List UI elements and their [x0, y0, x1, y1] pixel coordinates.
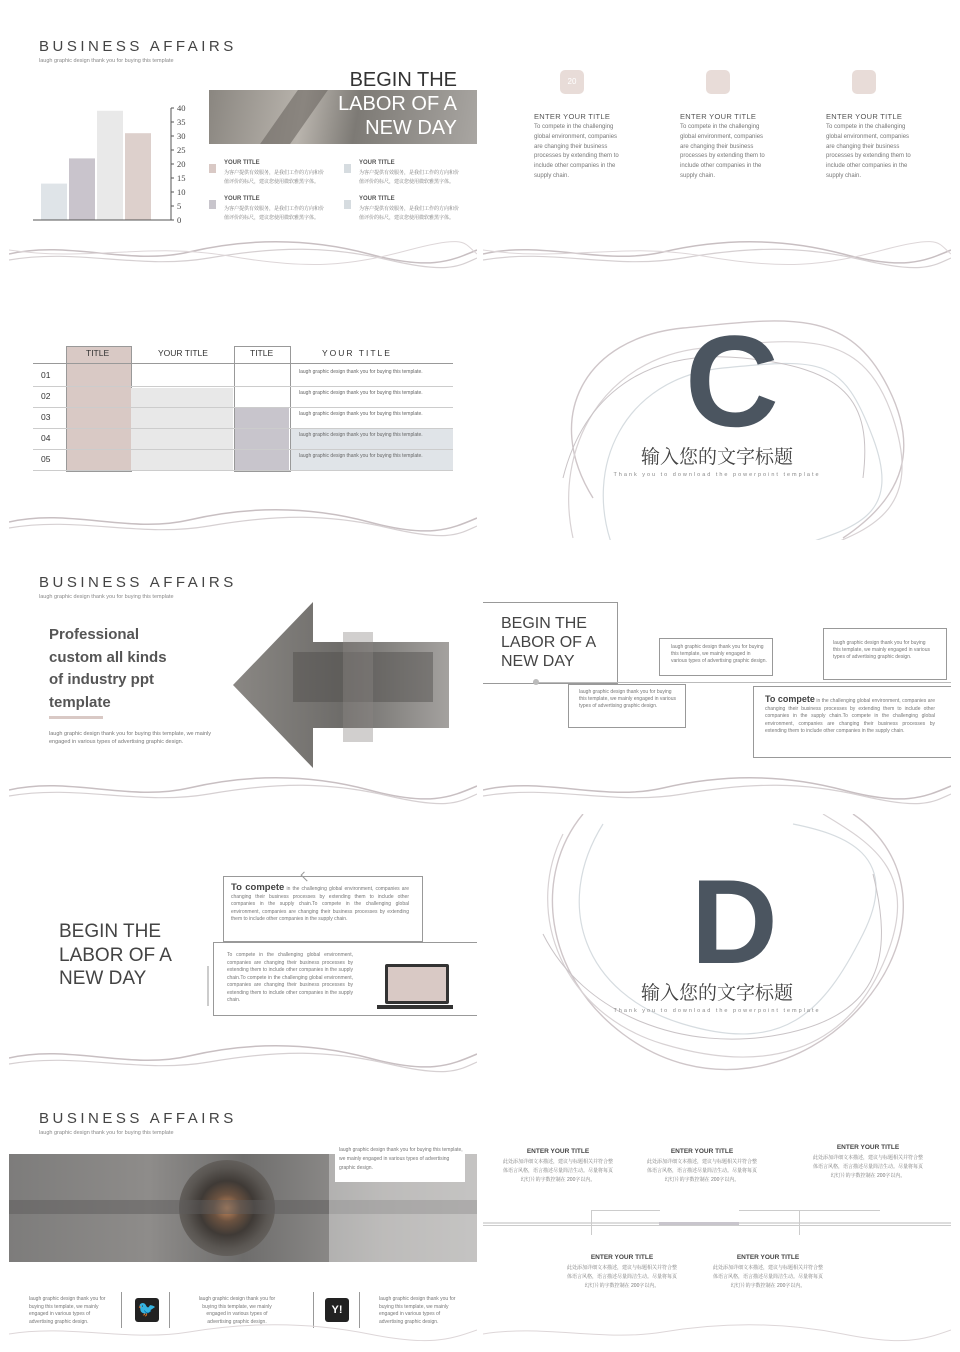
- wave-decoration: [9, 232, 477, 272]
- chart-bar: [41, 184, 67, 220]
- item-marker: [344, 164, 351, 173]
- slide-3: [9, 278, 477, 540]
- item-text: 为客户提供有效服务，是我们工作的方向和价值评价的标尺，建议您使用微软雅黑字体。: [224, 206, 325, 221]
- bottom-text: laugh graphic design thank you for buying this template, we mainly engaged in various types of advertising graphic design.: [29, 1296, 106, 1325]
- calendar-icon: 20: [560, 70, 584, 94]
- item-text: 此处添加详细文本描述，建议与标题相关并符合整体语言风格，语言描述尽量简洁生动。尽量将每页幻灯片的字数控制在 200字以内。: [503, 1159, 614, 1183]
- col-header: TITLE: [250, 348, 274, 358]
- compete-block: [765, 696, 935, 736]
- row-text: laugh graphic design thank you for buying this template.: [299, 432, 423, 438]
- slide-title: 输入您的文字标题: [640, 983, 793, 1004]
- headline-line: NEW DAY: [501, 653, 575, 670]
- headline-line: custom all kinds: [49, 648, 167, 666]
- headline-line: Professional: [49, 626, 140, 643]
- compete-bold: To compete: [765, 694, 815, 704]
- headline-line: BEGIN THE: [59, 921, 162, 942]
- row-text: laugh graphic design thank you for buying this template.: [299, 390, 423, 396]
- wave-decoration: [483, 1304, 951, 1344]
- item-text: 为客户提供有效服务，是我们工作的方向和价值评价的标尺，建议您使用微软雅黑字体。: [359, 170, 460, 185]
- headline-line: LABOR OF A: [59, 944, 172, 966]
- headline: [59, 920, 172, 991]
- slide-subtitle: Thank you to download the powerpoint template: [613, 472, 821, 478]
- column-text: To compete in the challenging global environment, companies are changing their business processes by extending them to include other companies in the supply chain.: [680, 124, 765, 179]
- wave-decoration: [483, 232, 951, 272]
- row-divider: [33, 386, 453, 387]
- y-tick-label: 10: [177, 187, 186, 197]
- slide-1: [9, 10, 477, 272]
- y-tick-label: 20: [177, 159, 186, 169]
- caption-text: laugh graphic design thank you for buying this template, we mainly engaged in various types of advertising graphic design.: [339, 1147, 463, 1171]
- slide-10: [483, 1082, 951, 1344]
- item-title: YOUR TITLE: [359, 160, 395, 166]
- row-number: 03: [41, 412, 51, 422]
- yahoo-icon: Y!: [325, 1298, 349, 1322]
- row-number: 04: [41, 433, 51, 443]
- header-subtitle: laugh graphic design thank you for buying this template: [39, 58, 174, 64]
- item-marker: [209, 200, 216, 209]
- slide-5: [9, 546, 477, 808]
- item-title: ENTER YOUR TITLE: [736, 1254, 800, 1261]
- col-header: YOUR TITLE: [322, 348, 392, 358]
- item-text: 为客户提供有效服务，是我们工作的方向和价值评价的标尺，建议您使用微软雅黑字体。: [224, 170, 325, 185]
- compete-block: [231, 884, 409, 924]
- row-text: laugh graphic design thank you for buying this template.: [299, 453, 423, 459]
- y-tick-label: 40: [177, 103, 186, 113]
- laptop-icon: [377, 964, 453, 1009]
- header-title: BUSINESS AFFAIRS: [39, 38, 237, 55]
- item-text: 此处添加详细文本描述，建议与标题相关并符合整体语言风格，语言描述尽量简洁生动。尽量将每页幻灯片的字数控制在 200字以内。: [567, 1265, 678, 1289]
- row-divider: [33, 449, 453, 450]
- headline-line: NEW DAY: [365, 117, 457, 139]
- item-text: 此处添加详细文本描述，建议与标题相关并符合整体语言风格，语言描述尽量简洁生动。尽量将每页幻灯片的字数控制在 200字以内。: [647, 1159, 758, 1183]
- headline: [338, 68, 457, 140]
- item-title: ENTER YOUR TITLE: [670, 1148, 734, 1155]
- slide-2: [483, 10, 951, 272]
- item-title: ENTER YOUR TITLE: [590, 1254, 654, 1261]
- slide-subtitle: Thank you to download the powerpoint template: [613, 1008, 821, 1014]
- headline-line: NEW DAY: [59, 968, 147, 989]
- item-title: YOUR TITLE: [224, 196, 260, 202]
- y-tick-label: 25: [177, 145, 186, 155]
- y-tick-label: 35: [177, 117, 186, 127]
- item-marker: [209, 164, 216, 173]
- bottom-text: laugh graphic design thank you for buying this template, we mainly engaged in various types of advertising graphic design.: [198, 1296, 276, 1325]
- item-text: 此处添加详细文本描述，建议与标题相关并符合整体语言风格，语言描述尽量简洁生动。尽量将每页幻灯片的字数控制在 200字以内。: [813, 1155, 924, 1179]
- row-divider: [33, 407, 453, 408]
- chart-bar: [69, 158, 95, 220]
- compete-text: in the challenging global environment, companies are changing their business processes by extending them to include other companies in the supply chain.To compete in the challenging global environment, companies are changing their business processes by extending them to include other companies in the supply chain.: [765, 698, 935, 734]
- item-marker: [344, 200, 351, 209]
- y-tick-label: 15: [177, 173, 186, 183]
- slide-7: [9, 814, 477, 1076]
- headline-line: BEGIN THE: [349, 69, 457, 91]
- column-title: ENTER YOUR TITLE: [680, 112, 757, 121]
- y-tick-label: 0: [177, 215, 182, 225]
- pie-icon: [852, 70, 876, 94]
- row-number: 05: [41, 454, 51, 464]
- wave-decoration: [9, 768, 477, 808]
- bottom-text: laugh graphic design thank you for buying this template, we mainly engaged in various types of advertising graphic design.: [379, 1296, 456, 1325]
- column-text: To compete in the challenging global environment, companies are changing their business processes by extending them to include other companies in the supply chain.: [826, 124, 911, 179]
- headline: [49, 624, 167, 714]
- slide-title: 输入您的文字标题: [640, 447, 793, 468]
- compete-text: in the challenging global environment, companies are changing their business processes by extending them to include other companies in the supply chain.To compete in the challenging global environment, companies are changing their business processes by extending them to include other companies in the supply chain.: [231, 886, 409, 922]
- headline-line: BEGIN THE: [501, 615, 587, 632]
- slide-8: [483, 814, 951, 1076]
- row-text: laugh graphic design thank you for buying this template.: [299, 411, 423, 417]
- box-text: To compete in the challenging global environment, companies are changing their business processes by extending them to include other companies in the supply chain.To compete in the challenging global environment, companies are changing their business processes by extending them to include other companies in the supply chain.: [227, 952, 353, 1003]
- header-title: BUSINESS AFFAIRS: [39, 1110, 237, 1127]
- item-title: YOUR TITLE: [359, 196, 395, 202]
- row-number: 02: [41, 391, 51, 401]
- column-text: To compete in the challenging global environment, companies are changing their business processes by extending them to include other companies in the supply chain.: [534, 124, 619, 179]
- headline-line: LABOR OF A: [501, 634, 597, 651]
- y-tick-label: 5: [177, 201, 182, 211]
- item-title: ENTER YOUR TITLE: [836, 1144, 900, 1151]
- timeline-box-text: laugh graphic design thank you for buying this template, we mainly engaged in various types of advertising graphic design.: [833, 640, 930, 660]
- timeline-box-text: laugh graphic design thank you for buying this template, we mainly engaged in various types of advertising graphic design.: [671, 644, 767, 664]
- chart-bar: [125, 133, 151, 220]
- row-divider: [33, 428, 453, 429]
- y-tick-label: 30: [177, 131, 186, 141]
- col-title-1-bg: [66, 346, 132, 472]
- twitter-icon: 🐦: [135, 1298, 159, 1322]
- row-text: laugh graphic design thank you for buying this template.: [299, 369, 423, 375]
- header-title: BUSINESS AFFAIRS: [39, 574, 237, 591]
- slide-6: [483, 546, 951, 808]
- wave-decoration: [9, 1304, 477, 1344]
- big-letter: D: [691, 855, 778, 989]
- wave-decoration: [483, 768, 951, 808]
- chart-bar: [97, 111, 123, 220]
- headline: [501, 614, 596, 671]
- item-text: 此处添加详细文本描述，建议与标题相关并符合整体语言风格，语言描述尽量简洁生动。尽量将每页幻灯片的字数控制在 200字以内。: [713, 1265, 824, 1289]
- header-subtitle: laugh graphic design thank you for buying this template: [39, 1130, 174, 1136]
- headline-line: template: [49, 693, 111, 711]
- wave-decoration: [9, 1036, 477, 1076]
- slide-4: [483, 278, 951, 540]
- headline-line: of industry ppt: [49, 671, 154, 688]
- col-header: YOUR TITLE: [158, 348, 208, 358]
- row-number: 01: [41, 370, 51, 380]
- arrow-image: [233, 602, 449, 768]
- table-header: [66, 348, 456, 362]
- chart-icon: [706, 70, 730, 94]
- row-divider: [33, 470, 453, 471]
- item-title: ENTER YOUR TITLE: [526, 1148, 590, 1155]
- column-title: ENTER YOUR TITLE: [826, 112, 903, 121]
- header-subtitle: laugh graphic design thank you for buying this template: [39, 594, 174, 600]
- item-title: YOUR TITLE: [224, 160, 260, 166]
- bar-chart: [19, 102, 209, 232]
- timeline-box-text: laugh graphic design thank you for buying this template, we mainly engaged in various types of advertising graphic design.: [579, 689, 676, 709]
- slide-9: [9, 1082, 477, 1344]
- col-header: TITLE: [86, 348, 110, 358]
- wave-decoration: [9, 500, 477, 540]
- headline-line: LABOR OF A: [338, 93, 457, 115]
- column-title: ENTER YOUR TITLE: [534, 112, 611, 121]
- big-letter: C: [685, 308, 779, 454]
- compete-bold: To compete: [231, 882, 285, 893]
- item-text: 为客户提供有效服务，是我们工作的方向和价值评价的标尺，建议您使用微软雅黑字体。: [359, 206, 460, 221]
- body-text: laugh graphic design thank you for buying this template, we mainly engaged in various types of advertising graphic design.: [49, 731, 212, 745]
